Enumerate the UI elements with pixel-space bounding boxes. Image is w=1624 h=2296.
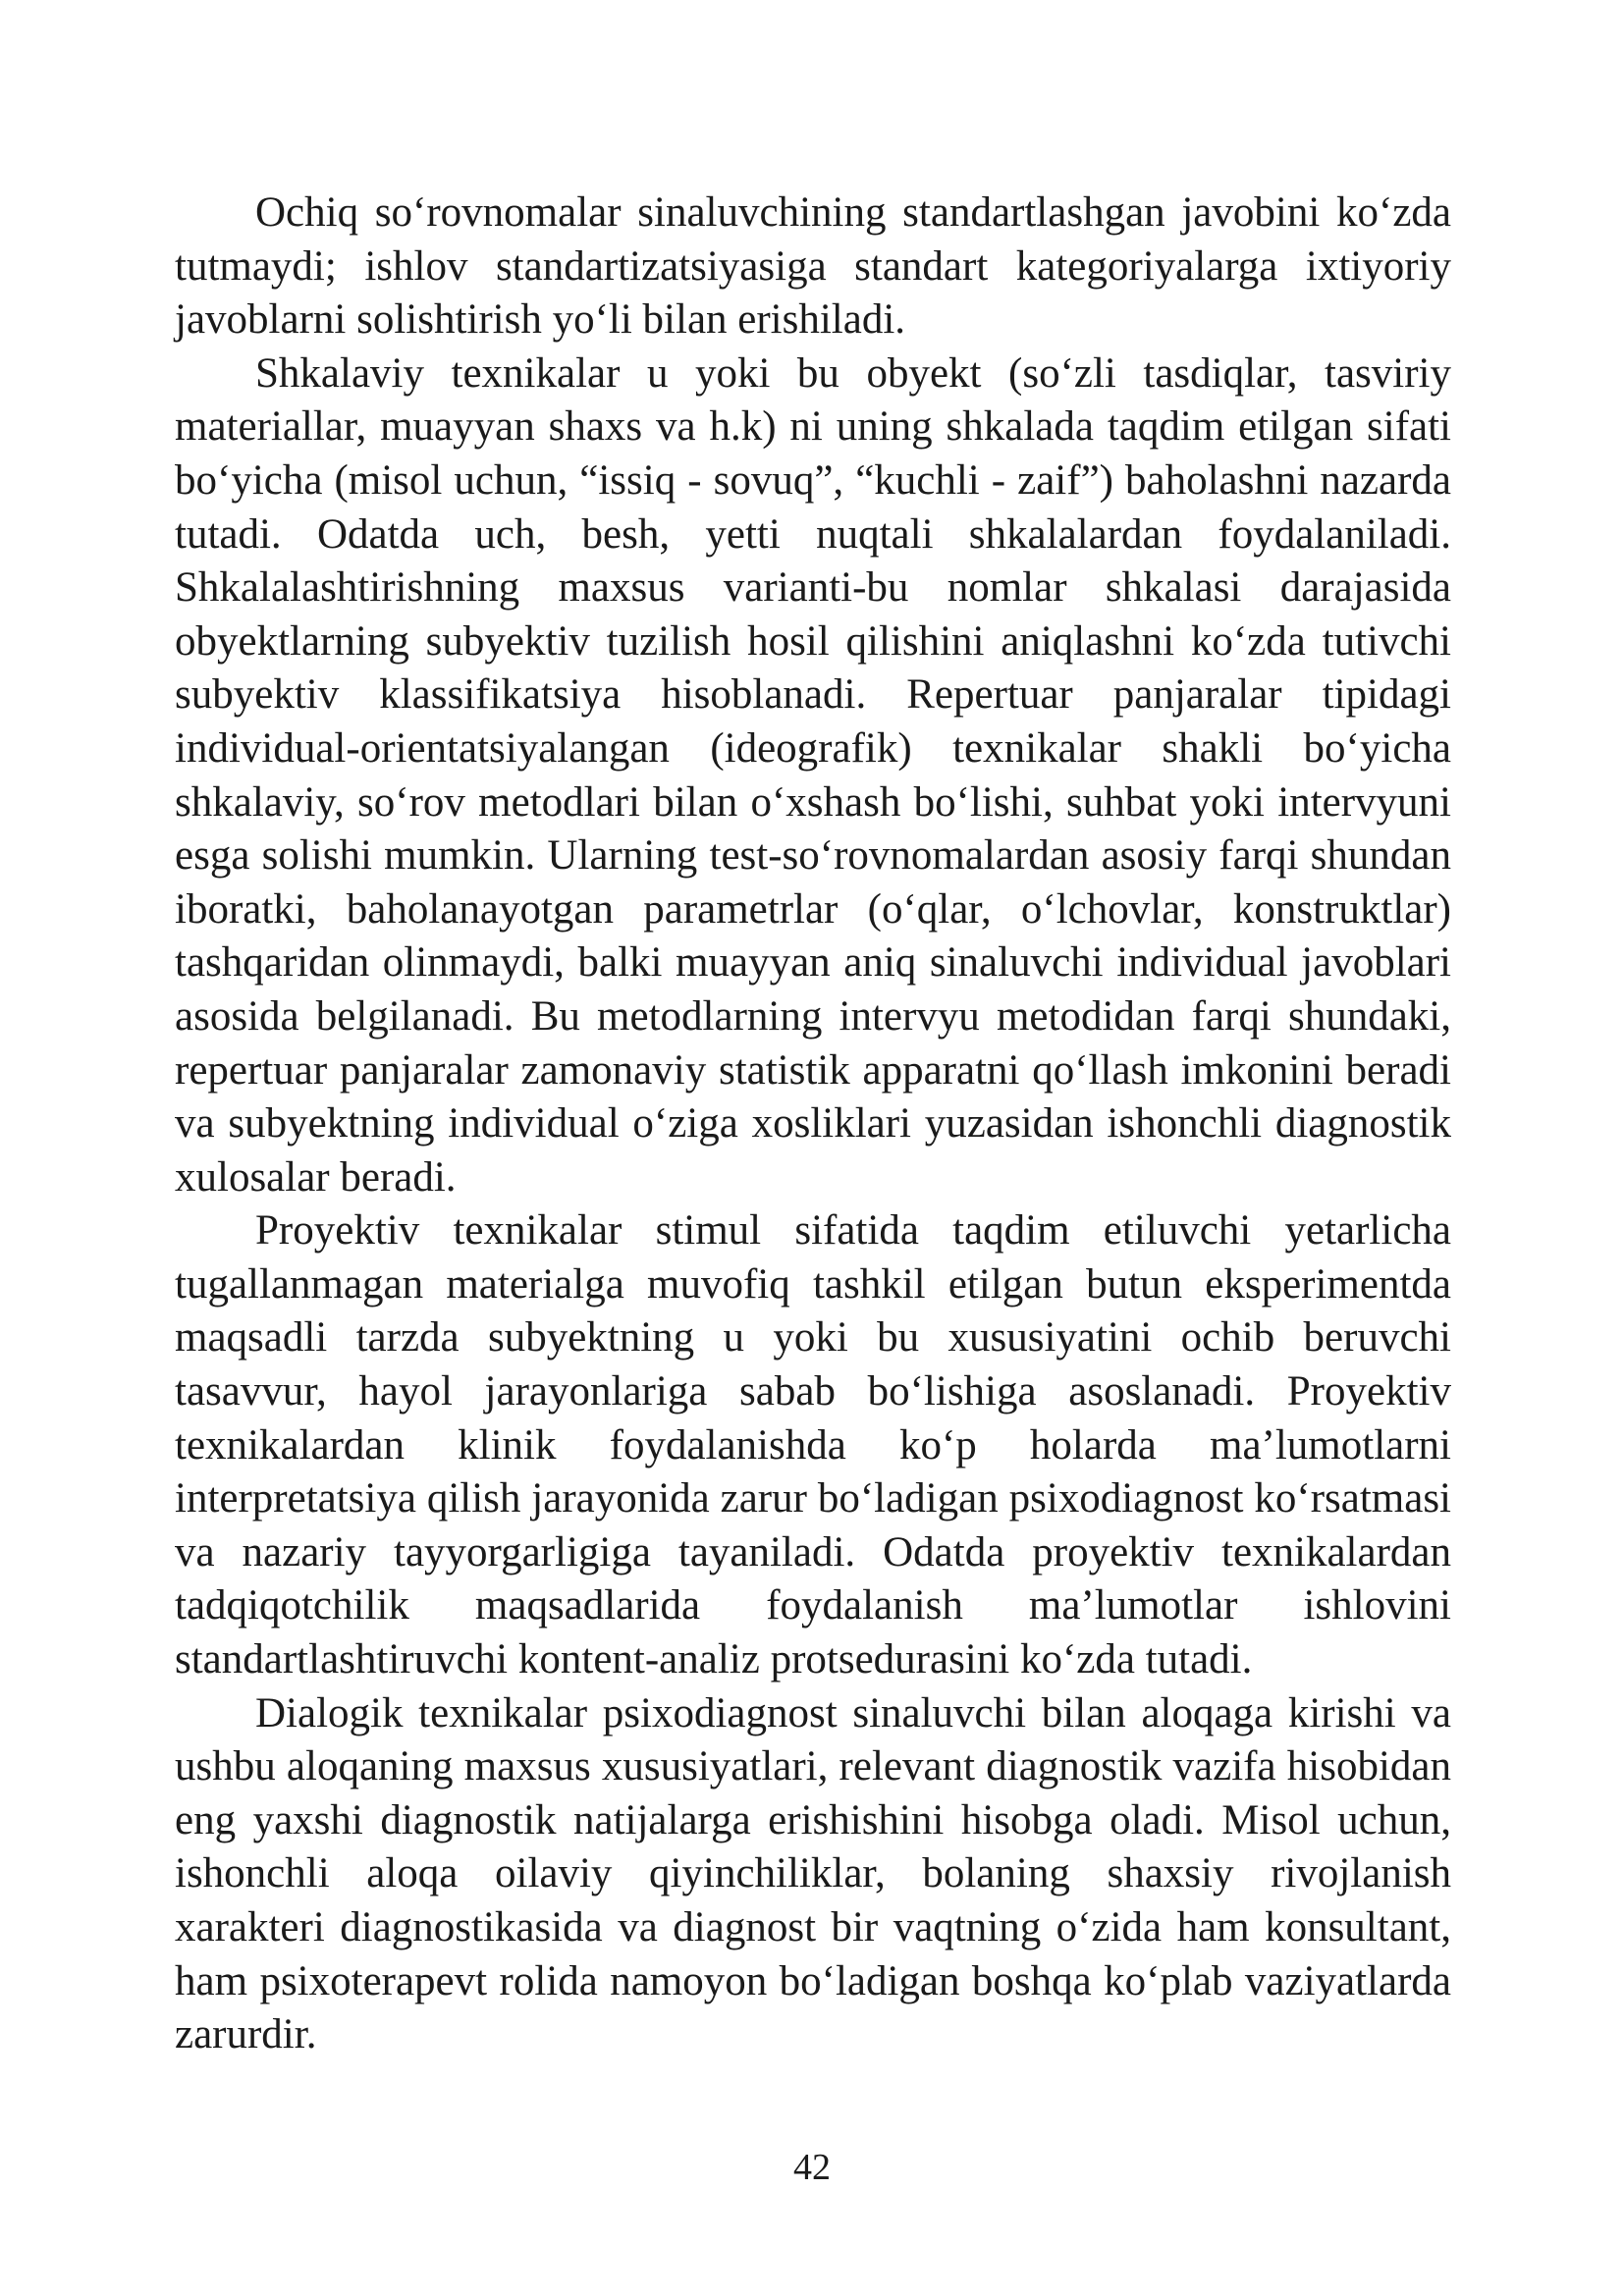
- page-number: 42: [793, 2147, 831, 2188]
- paragraph-open-questionnaires: Ochiq so‘rovnomalar sinaluvchining standartlashgan javobini ko‘zda tutmaydi; ishlov standartizatsiyasiga standart kategoriyalarga ixtiyoriy javoblarni solishtirish yo‘li bilan erishiladi.: [175, 189, 1451, 344]
- paragraph-dialogic-techniques: Dialogik texnikalar psixodiagnost sinaluvchi bilan aloqaga kirishi va ushbu aloqaning maxsus xususiyatlari, relevant diagnostik vazifa hisobidan eng yaxshi diagnostik natijalarga erishishini hisobga oladi. Misol uchun, ishonchli aloqa oilaviy qiyinchiliklar, bolaning shaxsiy rivojlanish xarakteri diagnostikasida va diagnost bir vaqtning o‘zida ham konsultant, ham psixoterapevt rolida namoyon bo‘ladigan boshqa ko‘plab vaziyatlarda zarurdir.: [175, 1689, 1451, 2058]
- paragraph-projective-techniques: Proyektiv texnikalar stimul sifatida taqdim etiluvchi yetarlicha tugallanmagan materialga muvofiq tashkil etilgan butun eksperimentda maqsadli tarzda subyektning u yoki bu xususiyatini ochib beruvchi tasavvur, hayol jarayonlariga sabab bo‘lishiga asoslanadi. Proyektiv texnikalardan klinik foydalanishda ko‘p holarda ma’lumotlarni interpretatsiya qilish jarayonida zarur bo‘ladigan psixodiagnost ko‘rsatmasi va nazariy tayyorgarligiga tayaniladi. Odatda proyektiv texnikalardan tadqiqotchilik maqsadlarida foydalanish ma’lumotlar ishlovini standartlashtiruvchi kontent-analiz protsedurasini ko‘zda tutadi.: [175, 1207, 1451, 1683]
- paragraph-scale-techniques: Shkalaviy texnikalar u yoki bu obyekt (so‘zli tasdiqlar, tasviriy materiallar, muayyan shaxs va h.k) ni uning shkalada taqdim etilgan sifati bo‘yicha (misol uchun, “issiq - sovuq”, “kuchli - zaif”) baholashni nazarda tutadi. Odatda uch, besh, yetti nuqtali shkalalardan foydalaniladi. Shkalalashtirishning maxsus varianti-bu nomlar shkalasi darajasida obyektlarning subyektiv tuzilish hosil qilishini aniqlashni ko‘zda tutivchi subyektiv klassifikatsiya hisoblanadi. Repertuar panjaralar tipidagi individual-orientatsiyalangan (ideografik) texnikalar shakli bo‘yicha shkalaviy, so‘rov metodlari bilan o‘xshash bo‘lishi, suhbat yoki intervyuni esga solishi mumkin. Ularning test-so‘rovnomalardan asosiy farqi shundan iboratki, baholanayotgan parametrlar (o‘qlar, o‘lchovlar, konstruktlar) tashqaridan olinmaydi, balki muayyan aniq sinaluvchi individual javoblari asosida belgilanadi. Bu metodlarning intervyu metodidan farqi shundaki, repertuar panjaralar zamonaviy statistik apparatni qo‘llash imkonini beradi va subyektning individual o‘ziga xosliklari yuzasidan ishonchli diagnostik xulosalar beradi.: [175, 349, 1451, 1201]
- page-body: [175, 187, 1451, 2062]
